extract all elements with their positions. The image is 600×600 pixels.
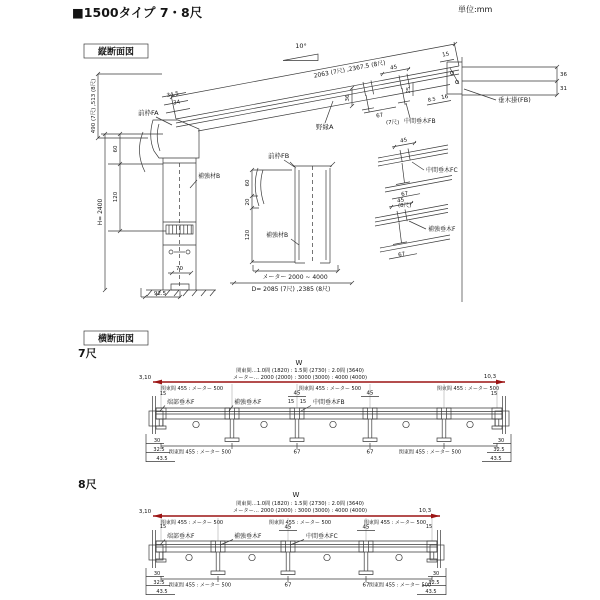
dim-43-5-right-7: 43.5 bbox=[490, 456, 502, 462]
dim-67-b-8: 67 bbox=[362, 582, 370, 589]
end-dim-right-8: 10,3 bbox=[418, 508, 432, 514]
spec-kanto-8: 関東間…1.0間 (1820) : 1.5間 (2730) : 2.0間 (3640) bbox=[236, 501, 364, 507]
segment-label-7c: 関東間 455 : メーター 500 bbox=[436, 386, 500, 392]
slope-angle: 10° bbox=[295, 42, 307, 50]
dim-67-a-7: 67 bbox=[293, 449, 301, 456]
cluster-dim-45: 45 bbox=[389, 64, 398, 72]
bracket-dim-31: 31 bbox=[560, 86, 567, 92]
left-dims bbox=[101, 132, 166, 292]
nobuchi-a-label: 野縁A bbox=[316, 123, 334, 131]
reinforce-rafter-label-8: 補強垂木F bbox=[234, 533, 262, 540]
segment-label-8a: 関東間 455 : メーター 500 bbox=[160, 520, 224, 526]
dim-45-a-7: 45 bbox=[293, 390, 301, 397]
depth-value: D= 2085 (7尺) ,2385 (8尺) bbox=[251, 286, 331, 293]
dim-67-a-8: 67 bbox=[284, 582, 292, 589]
note-7shaku: (7尺) bbox=[386, 120, 400, 126]
dim-45-b-8: 45 bbox=[362, 524, 370, 531]
dim-15-right-7: 15 bbox=[490, 391, 498, 397]
dim-32-5-right-7: 32.5 bbox=[493, 447, 505, 453]
longitudinal-section bbox=[84, 42, 567, 302]
bracket-dim-15: 15 bbox=[441, 51, 450, 59]
end-rafter-label-7: 端部垂木F bbox=[167, 399, 195, 406]
dim-60: 60 bbox=[113, 145, 119, 153]
bracket-dim-16: 16 bbox=[440, 93, 449, 102]
dim-32-5-right-8: 32.5 bbox=[428, 580, 440, 586]
front-height-value: 490 (7尺) ,513 (8尺) bbox=[91, 78, 97, 134]
mid-rafter-fb-label-7: 中間垂木FB bbox=[313, 399, 345, 406]
end-dim-left-8: 3,10 bbox=[138, 509, 152, 515]
dim-67-b-7: 67 bbox=[366, 449, 374, 456]
arrow-left-8 bbox=[153, 514, 162, 519]
f-dim-45: 45 bbox=[396, 197, 405, 205]
fc-dim-67: 67 bbox=[400, 190, 409, 199]
segment-label-7a: 関東間 455 : メーター 500 bbox=[160, 386, 224, 392]
end-dim-left-7: 3,10 bbox=[138, 375, 152, 381]
dim-30-left-8: 30 bbox=[153, 571, 161, 577]
fc-dim-45: 45 bbox=[399, 137, 408, 145]
dim-43-5-left-7: 43.5 bbox=[156, 456, 168, 462]
arrow-left-7 bbox=[153, 380, 162, 385]
dim-45-b-7: 45 bbox=[366, 390, 374, 397]
dim-34-5: 34.5 bbox=[166, 90, 180, 100]
end-rafter-label-8: 端部垂木F bbox=[167, 533, 195, 540]
dim-70: 70 bbox=[176, 266, 183, 272]
cluster-dim-25: 25 bbox=[406, 86, 412, 94]
mid-rafter-fc-label-8: 中間垂木FC bbox=[306, 533, 338, 540]
shaku8-heading: 8尺 bbox=[78, 478, 97, 491]
arrow-right-7 bbox=[496, 380, 505, 385]
bracket-dim-36: 36 bbox=[560, 72, 567, 78]
front-frame-b-label: 前枠FB bbox=[268, 152, 290, 160]
mid-rafter-fc-label: 中間垂木FC bbox=[426, 167, 458, 174]
reinforce-rafter-f-label: 補強垂木F bbox=[428, 226, 456, 233]
fb-dim-60: 60 bbox=[245, 179, 251, 187]
mid-rafter-fb-label: 中間垂木FB bbox=[404, 118, 436, 125]
rafter-hook-label: 垂木掛(FB) bbox=[498, 96, 531, 104]
f-dim-67: 67 bbox=[397, 251, 406, 259]
note-8shaku: (8尺) bbox=[398, 203, 412, 209]
dim-120: 120 bbox=[113, 191, 119, 203]
reinforce-b-label-1: 補強材B bbox=[198, 173, 221, 180]
spec-meter-8: メーター… 2000 (2000) : 3000 (3000) : 4000 (4000) bbox=[233, 508, 367, 514]
shaku7-heading: 7尺 bbox=[78, 347, 97, 360]
front-frame-b-detail bbox=[250, 160, 335, 264]
segment-label-7-bottom-b: 関東間 455 : メーター 500 bbox=[398, 449, 462, 456]
segment-label-8-bottom-a: 関東間 455 : メーター 500 bbox=[168, 582, 232, 589]
front-frame-a-label: 前枠FA bbox=[138, 109, 159, 117]
unit-note: 単位:mm bbox=[458, 5, 493, 14]
dim-30-right-8: 30 bbox=[432, 571, 440, 577]
dim-32-5-left-8: 32.5 bbox=[153, 580, 165, 586]
cross-section-8shaku bbox=[78, 478, 446, 595]
arrow-right-8 bbox=[431, 514, 440, 519]
dim-30-left-7: 30 bbox=[153, 438, 161, 444]
dim-15-left-8: 15 bbox=[159, 524, 167, 530]
roof-length-dim bbox=[170, 42, 459, 119]
longitudinal-label: 縦断面図 bbox=[97, 47, 135, 58]
fb-dim-20: 20 bbox=[245, 198, 251, 206]
end-dim-right-7: 10,3 bbox=[483, 374, 497, 380]
reinforce-b-label-2: 補強材B bbox=[266, 232, 289, 239]
cross-section-7shaku bbox=[78, 347, 511, 462]
dim-15-left-7: 15 bbox=[159, 391, 167, 397]
spec-meter-7: メーター… 2000 (2000) : 3000 (3000) : 4000 (4000) bbox=[233, 375, 367, 381]
dim-43-5-left-8: 43.5 bbox=[156, 589, 168, 595]
dim-15-right-8: 15 bbox=[425, 524, 433, 530]
cluster-dim-36: 36 bbox=[345, 94, 351, 102]
segment-label-8c: 関東間 455 : メーター 500 bbox=[363, 520, 427, 526]
w-label-8: W bbox=[292, 491, 300, 499]
base-dims bbox=[141, 271, 193, 299]
dim-15-pair-b-7: 15 bbox=[299, 399, 307, 405]
spec-kanto-7: 関東間…1.0間 (1820) : 1.5間 (2730) : 2.0間 (3640) bbox=[236, 368, 364, 374]
dim-43-5-right-8: 43.5 bbox=[425, 589, 437, 595]
sheet-title: ■1500タイプ 7・8尺 bbox=[72, 5, 203, 20]
total-height-value: H= 2400 bbox=[97, 198, 104, 226]
dim-34: 34 bbox=[172, 99, 181, 107]
meter-range-value: メーター 2000 ~ 4000 bbox=[262, 274, 328, 281]
segment-label-7-bottom-a: 関東間 455 : メーター 500 bbox=[168, 449, 232, 456]
dim-30-right-7: 30 bbox=[497, 438, 505, 444]
slope-symbol bbox=[283, 54, 318, 61]
w-label-7: W bbox=[295, 359, 303, 367]
bracket-dim-8-5: 8.5 bbox=[427, 96, 437, 104]
reinforce-rafter-label-7: 補強垂木F bbox=[234, 399, 262, 406]
dim-32-5-left-7: 32.5 bbox=[153, 447, 165, 453]
cluster-dim-67: 67 bbox=[375, 112, 384, 120]
segment-label-7b: 関東間 455 : メーター 500 bbox=[298, 386, 362, 392]
dim-15-pair-a-7: 15 bbox=[287, 399, 295, 405]
roof-length-value: 2063 (7尺) ,2367.5 (8尺) bbox=[313, 59, 387, 80]
dim-92-5: 92.5 bbox=[153, 291, 167, 297]
segment-label-8b: 関東間 455 : メーター 500 bbox=[268, 520, 332, 526]
fb-dim-120: 120 bbox=[245, 229, 251, 241]
front-labels-leaders bbox=[156, 101, 333, 125]
dim-45-a-8: 45 bbox=[284, 524, 292, 531]
cross-label: 横断面図 bbox=[97, 334, 135, 345]
front-height-dim bbox=[96, 72, 162, 140]
segment-label-8-bottom-b: 関東間 455 : メーター 500 bbox=[368, 582, 432, 589]
